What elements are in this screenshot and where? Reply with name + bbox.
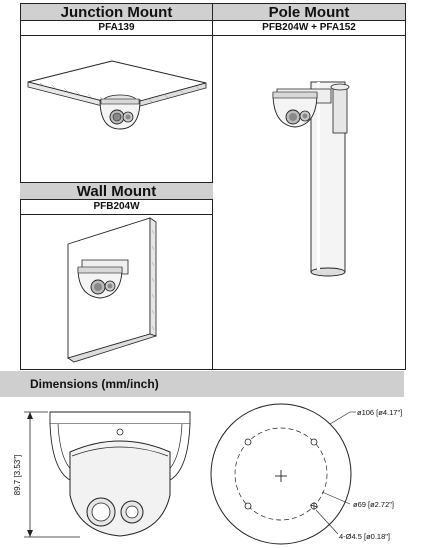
dimension-top-view	[200, 400, 430, 548]
dimension-side-view	[0, 400, 200, 548]
junction-mount-title: Junction Mount	[20, 3, 213, 21]
height-dimension-label: 89.7 [3.53"]	[13, 454, 22, 496]
dimensions-title: Dimensions (mm/inch)	[0, 371, 404, 397]
bolt-circle-label: ø69 [ø2.72"]	[353, 500, 395, 509]
wall-mount-title: Wall Mount	[20, 182, 213, 200]
junction-mount-model: PFA139	[20, 21, 213, 36]
junction-mount-illustration	[20, 37, 212, 181]
mount-hole-label: 4-Ø4.5 [ø0.18"]	[339, 532, 391, 541]
pole-mount-model: PFB204W + PFA152	[212, 21, 406, 36]
pole-mount-illustration	[213, 37, 405, 369]
pole-mount-title: Pole Mount	[212, 3, 406, 21]
wall-mount-illustration	[20, 216, 212, 369]
diameter-label: ø106 [ø4.17"]	[357, 408, 403, 417]
wall-mount-model: PFB204W	[20, 200, 213, 215]
